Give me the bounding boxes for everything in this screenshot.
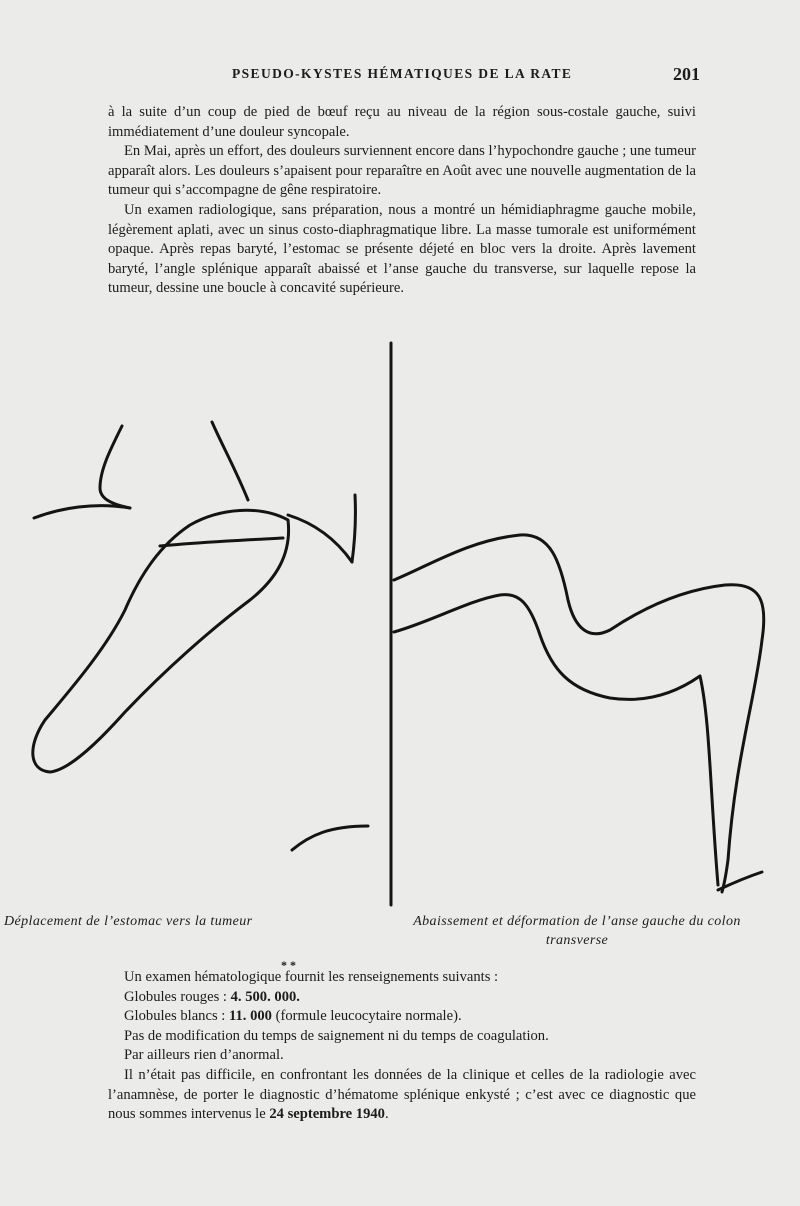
hematology-intro: Un examen hématologique fournit les renseignements suivants : [124,969,499,985]
colon-drawing [394,535,764,892]
caption-left: Déplacement de l’estomac vers la tumeur [4,914,253,929]
paragraph-radiology: Un examen radiologique, sans préparation, nous a montré un hémidiaphragme gauche mobile, légèrement aplati, avec un sinus costo-diaphragmatique libre. La masse tumorale est uniformément opaque. Après repas baryté, l’estomac se présente déjeté en bloc vers la droite. Après lavement baryté, l’angle splénique apparaît abaissé et l’anse gauche du transverse, sur laquelle repose la tumeur, dessine une boucle à concavité supérieure. [108,201,696,297]
paragraph-continuation: à la suite d’un coup de pied de bœuf reçu au niveau de la région sous-costale gauche, suivi immédiatement d’une douleur syncopale. [108,104,696,140]
stomach-drawing [33,422,368,850]
section-separator: * * [281,958,296,972]
diagnosis-paragraph [108,1066,696,1125]
radiology-figure [0,335,800,915]
nothing-abnormal-line: Par ailleurs rien d’anormal. [124,1047,284,1064]
diagnosis-end: . [384,1106,389,1123]
running-title: PSEUDO-KYSTES HÉMATIQUES DE LA RATE [232,66,573,81]
white-cells-line [108,1007,696,1027]
colon-lower-outline [394,595,718,885]
page-number: 201 [673,64,700,84]
top-text-block [108,103,696,299]
red-cells-value: 4. 500. 000. [230,988,300,1005]
diagnosis-text: Il n’était pas difficile, en confrontant les données de la clinique et celles de la radiologie avec l’anamnèse, de porter le diagnostic d’hématome splénique enkysté ; c’est avec ce diagnostic que nous sommes intervenus le [108,1066,696,1123]
paragraph-symptoms: En Mai, après un effort, des douleurs surviennent encore dans l’hypochondre gauche ; une tumeur apparaît alors. Les douleurs s’apaisent pour reparaître en Août avec une nouvelle augmentation de la tumeur qui s’accompagne de gêne respiratoire. [108,143,696,199]
colon-upper-outline [394,535,764,892]
white-cells-note: (formule leucocytaire normale). [271,1008,462,1025]
white-cells-value: 11. 000 [228,1008,272,1025]
running-head [0,64,800,86]
white-cells-label: Globules blancs : [124,1008,229,1025]
operation-date: 24 septembre 1940 [269,1106,385,1123]
caption-right: Abaissement et déformation de l’anse gauche du colon transverse [413,914,741,948]
coagulation-line: Pas de modification du temps de saignement ni du temps de coagulation. [124,1027,549,1044]
stomach-outline [33,510,289,772]
red-cells-line [108,988,696,1008]
diaphragm-left-curve [34,506,130,518]
red-cells-label: Globules rouges : [124,988,231,1005]
bottom-text-block [108,968,696,1125]
